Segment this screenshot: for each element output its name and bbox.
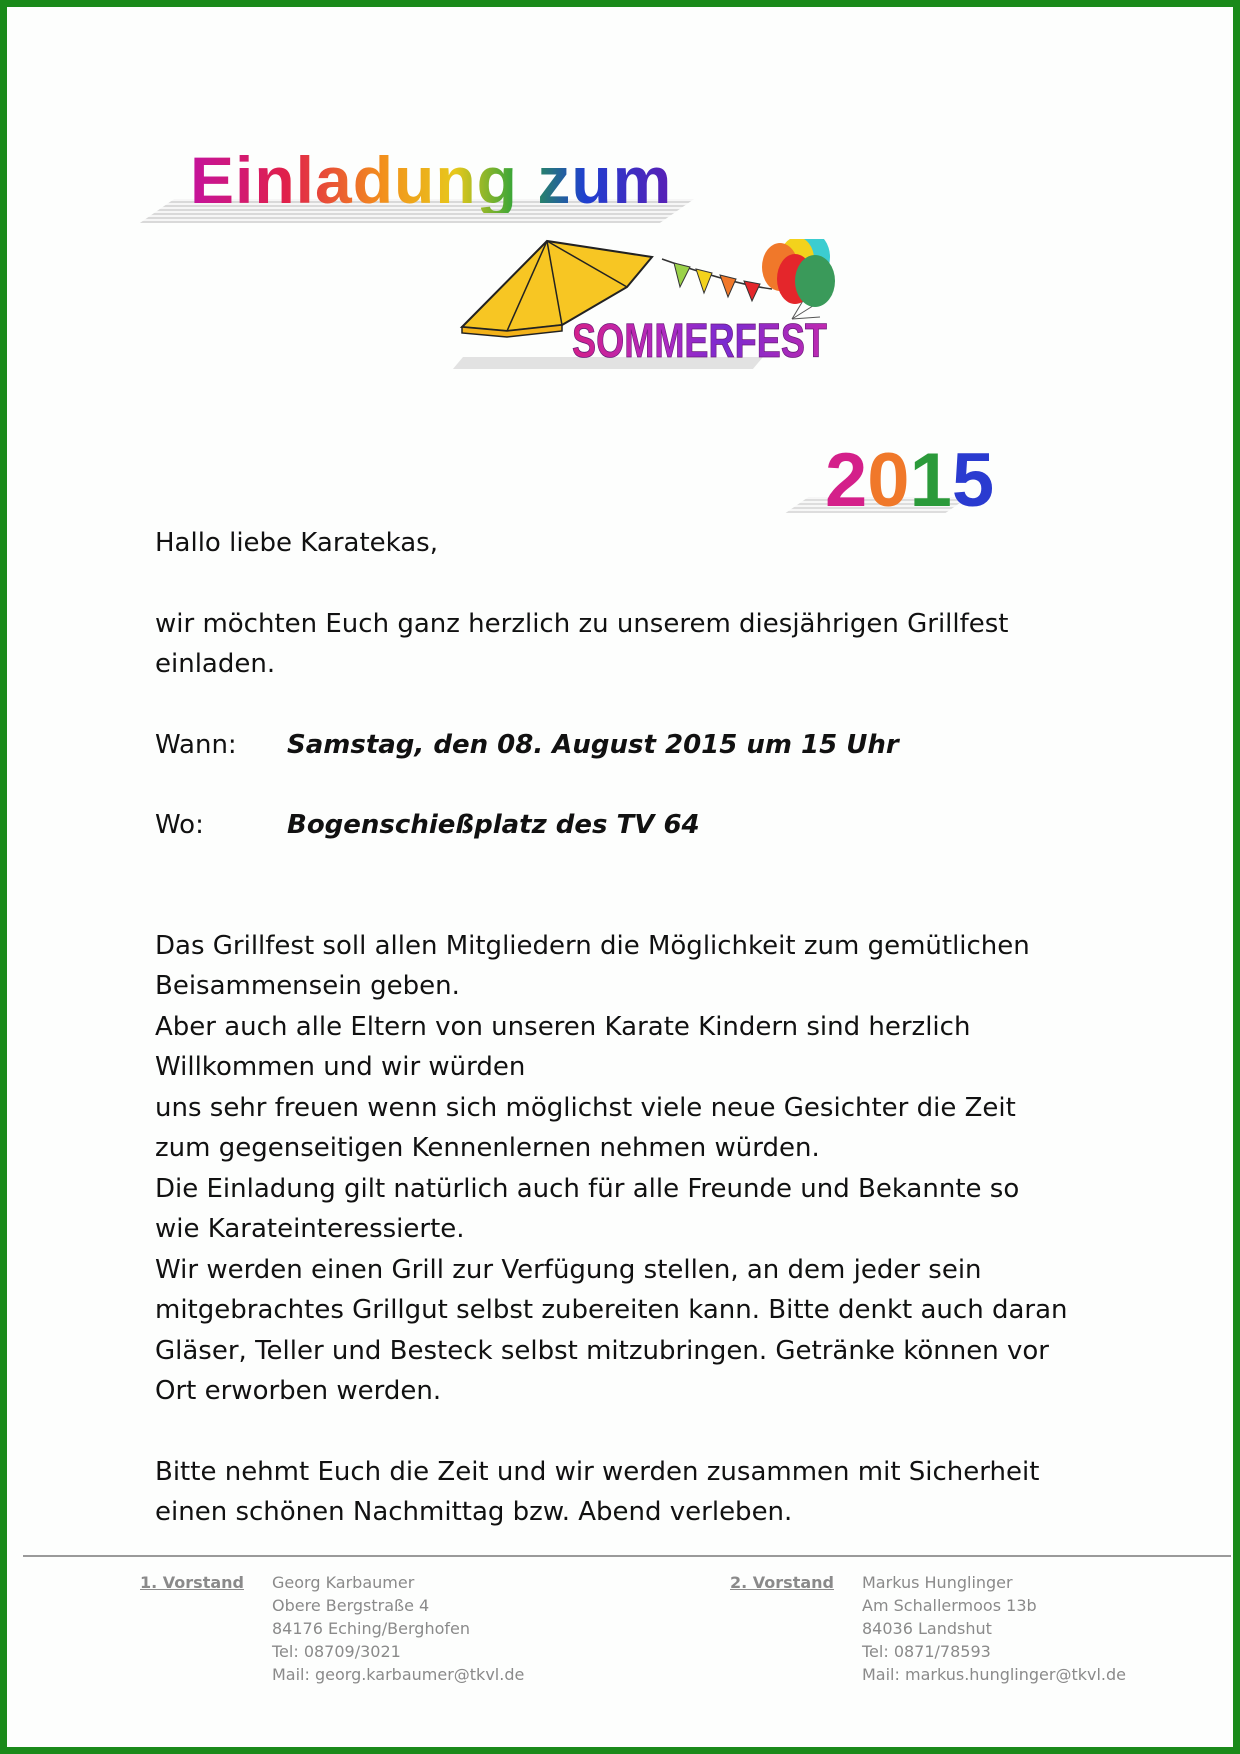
contact-tel: Tel: 0871/78593 (862, 1642, 991, 1661)
paragraph-line: uns sehr freuen wenn sich möglichst viele neue Gesichter die Zeit (155, 1092, 1016, 1123)
page-title: Einladung zum (190, 143, 673, 217)
contact-mail: Mail: georg.karbaumer@tkvl.de (272, 1665, 525, 1684)
contact-tel: Tel: 08709/3021 (272, 1642, 401, 1661)
contact-street: Obere Bergstraße 4 (272, 1596, 430, 1615)
logo-text: SOMMERFEST (572, 315, 827, 368)
year-digit: 0 (867, 438, 910, 523)
closing-line: Bitte nehmt Euch die Zeit und wir werden zusammen mit Sicherheit (155, 1456, 1040, 1487)
contact-mail: Mail: markus.hunglinger@tkvl.de (862, 1665, 1127, 1684)
contact-street: Am Schallermoos 13b (862, 1596, 1037, 1615)
greeting: Hallo liebe Karatekas, (155, 528, 438, 558)
year-digit: 1 (909, 438, 952, 523)
paragraph-line: mitgebrachtes Grillgut selbst zubereiten kann. Bitte denkt auch daran (155, 1295, 1068, 1325)
intro-line: wir möchten Euch ganz herzlich zu unserem diesjährigen Grillfest (155, 608, 1009, 639)
paragraph-line: Wir werden einen Grill zur Verfügung stellen, an dem jeder sein (155, 1254, 982, 1285)
paragraph-line: Willkommen und wir würden (155, 1052, 526, 1082)
paragraph-line: zum gegenseitigen Kennenlernen nehmen würden. (155, 1133, 820, 1163)
when-label: Wann: (155, 729, 237, 760)
contact-role: 1. Vorstand (140, 1573, 244, 1592)
contact-name: Markus Hunglinger (862, 1573, 1013, 1592)
contact-city: 84176 Eching/Berghofen (272, 1619, 470, 1638)
balloons-icon (762, 239, 835, 319)
paragraph-line: Das Grillfest soll allen Mitgliedern die Möglichkeit zum gemütlichen (155, 930, 1030, 961)
letter-body (155, 523, 1115, 1533)
intro-line: einladen. (155, 649, 276, 679)
closing-line: einen schönen Nachmittag bzw. Abend verleben. (155, 1497, 793, 1527)
when-value: Samstag, den 08. August 2015 um 15 Uhr (287, 729, 899, 760)
contact-name: Georg Karbaumer (272, 1573, 415, 1592)
where-label: Wo: (155, 810, 204, 840)
year-badge (825, 438, 995, 523)
footer-divider (23, 1555, 1231, 1557)
paragraph-line: Ort erworben werden. (155, 1376, 442, 1406)
paragraph-line: Aber auch alle Eltern von unseren Karate Kindern sind herzlich (155, 1011, 971, 1042)
year-digit: 5 (951, 438, 995, 523)
paragraph-line: Gläser, Teller und Besteck selbst mitzubringen. Getränke können vor (155, 1335, 1049, 1366)
paragraph-line: Die Einladung gilt natürlich auch für alle Freunde und Bekannte so (155, 1173, 1020, 1204)
year-digit: 2 (825, 438, 868, 523)
contact-city: 84036 Landshut (862, 1619, 992, 1638)
paragraph-line: wie Karateinteressierte. (155, 1214, 465, 1244)
when-row (155, 725, 1115, 766)
where-value: Bogenschießplatz des TV 64 (287, 810, 700, 840)
contact-role: 2. Vorstand (730, 1573, 834, 1592)
where-row (155, 805, 1115, 846)
sommerfest-logo (452, 239, 922, 414)
paragraph-line: Beisammensein geben. (155, 971, 460, 1001)
